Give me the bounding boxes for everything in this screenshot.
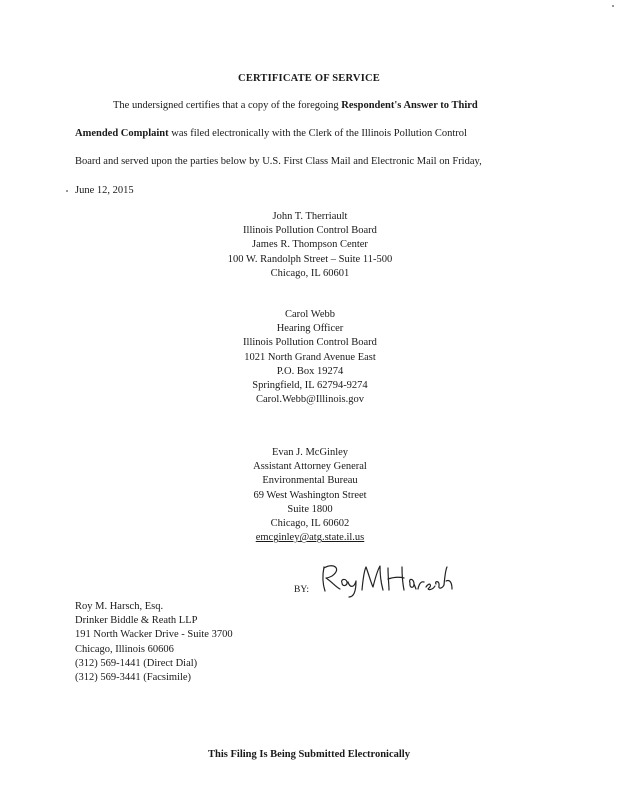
recipient-name: Carol Webb — [285, 309, 335, 320]
scan-speck — [66, 190, 68, 192]
recipient-city: Chicago, IL 60602 — [270, 518, 350, 530]
by-label: BY: — [294, 585, 309, 595]
recipient-city: Chicago, IL 60601 — [270, 267, 350, 279]
body-line-3: Board and served upon the parties below by U.S. First Class Mail and Electronic Mail on Friday, — [75, 156, 482, 167]
body-line-1 — [113, 100, 478, 111]
recipient-bureau: Environmental Bureau — [262, 475, 358, 487]
service-date: June 12, 2015 — [75, 185, 134, 196]
recipient-building: James R. Thompson Center — [252, 239, 368, 251]
recipient-name: John T. Therriault — [272, 211, 348, 222]
handwritten-signature — [318, 559, 458, 599]
recipient-title: Hearing Officer — [276, 323, 344, 335]
filing-notice: This Filing Is Being Submitted Electronically — [208, 749, 410, 760]
sender-block — [75, 600, 233, 685]
recipient-org: Illinois Pollution Control Board — [243, 225, 377, 237]
recipient-email: emcginley@atg.state.il.us — [255, 532, 365, 544]
recipient-title: Assistant Attorney General — [253, 461, 367, 473]
document-title: CERTIFICATE OF SERVICE — [238, 73, 380, 84]
sender-city: Chicago, Illinois 60606 — [75, 643, 174, 655]
recipient-suite: Suite 1800 — [287, 503, 333, 515]
recipient-po-box: P.O. Box 19274 — [276, 365, 344, 377]
recipient-block-1 — [150, 210, 470, 281]
sender-street: 191 North Wacker Drive - Suite 3700 — [75, 629, 233, 641]
recipient-street: 69 West Washington Street — [253, 489, 367, 501]
recipient-street: 1021 North Grand Avenue East — [244, 351, 376, 363]
scan-speck — [612, 5, 614, 7]
recipient-city: Springfield, IL 62794-9274 — [252, 380, 368, 392]
recipient-org: Illinois Pollution Control Board — [243, 337, 377, 349]
recipient-block-3 — [150, 446, 470, 545]
body-text: was filed electronically with the Clerk of the Illinois Pollution Control — [168, 128, 467, 139]
sender-phone: (312) 569-1441 (Direct Dial) — [75, 657, 198, 669]
recipient-block-2 — [150, 308, 470, 407]
document-reference: Respondent's Answer to Third — [341, 100, 478, 111]
document-reference-cont: Amended Complaint — [75, 128, 169, 139]
sender-fax: (312) 569-3441 (Facsimile) — [75, 672, 192, 684]
sender-name: Roy M. Harsch, Esq. — [75, 601, 164, 612]
recipient-name: Evan J. McGinley — [271, 447, 349, 458]
recipient-street: 100 W. Randolph Street – Suite 11-500 — [227, 253, 393, 265]
body-line-2 — [75, 128, 467, 139]
recipient-email: Carol.Webb@Illinois.gov — [256, 394, 364, 406]
body-text: The undersigned certifies that a copy of the foregoing — [113, 100, 342, 111]
sender-firm: Drinker Biddle & Reath LLP — [75, 615, 198, 627]
